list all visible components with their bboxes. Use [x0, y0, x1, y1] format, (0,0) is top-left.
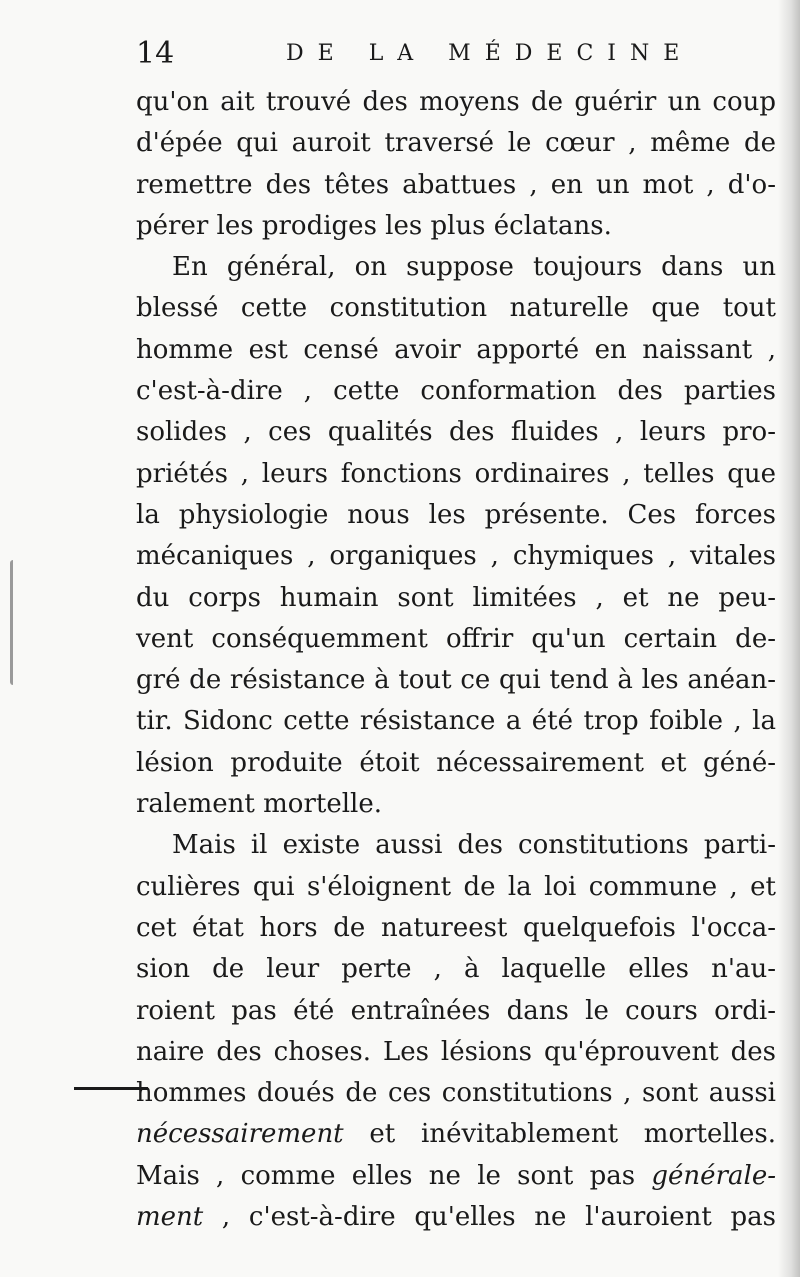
text-line [136, 1156, 776, 1197]
text-line: naire des choses. Les lésions qu'éprouvent des [136, 1036, 776, 1067]
text-line: mécaniques , organiques , chymiques , vitales [136, 541, 776, 572]
text-line: ralement mortelle. [136, 789, 382, 820]
text-line: pérer les prodiges les plus éclatans. [136, 210, 612, 241]
text-line: roient pas été entraînées dans le cours ordi- [136, 995, 776, 1026]
italic-word: nécessairement [136, 1119, 344, 1150]
text-line: tir. Sidonc cette résistance a été trop foible , la [136, 706, 776, 737]
line-remainder: , c'est-à-dire qu'elles ne l'auroient pas [203, 1202, 776, 1233]
text-line [136, 1114, 776, 1155]
paragraph-start-line: En général, on suppose toujours dans un [172, 252, 776, 283]
page-gutter-shadow [778, 0, 800, 1277]
text-line: hommes doués de ces constitutions , sont aussi [136, 1078, 776, 1109]
text-line: du corps humain sont limitées , et ne peu- [136, 582, 776, 613]
text-line: qu'on ait trouvé des moyens de guérir un coup [136, 87, 776, 117]
text-line: d'épée qui auroit traversé le cœur , même de [136, 128, 776, 159]
text-line [136, 1197, 776, 1238]
body-text [136, 82, 776, 1238]
text-line: remettre des têtes abattues , en un mot , d'o- [136, 169, 776, 200]
running-head: DE LA MÉDECINE [286, 41, 694, 66]
page-header [136, 34, 776, 74]
text-line: c'est-à-dire , cette conformation des parties [136, 376, 776, 407]
line-lead: Mais , comme elles ne le sont pas [136, 1160, 652, 1191]
text-line: lésion produite étoit nécessairement et géné- [136, 747, 776, 778]
italic-word: générale- [651, 1160, 776, 1191]
text-line: priétés , leurs fonctions ordinaires , telles que [136, 458, 776, 489]
text-line: gré de résistance à tout ce qui tend à les anéan- [136, 665, 776, 696]
text-line: blessé cette constitution naturelle que tout [136, 293, 776, 324]
margin-pencil-bracket [10, 560, 21, 685]
paragraph-start-line: Mais il existe aussi des constitutions parti- [172, 830, 776, 861]
italic-word: ment [136, 1202, 204, 1233]
text-line: cet état hors de natureest quelquefois l'occa- [136, 912, 776, 943]
text-line: culières qui s'éloignent de la loi commune , et [136, 871, 776, 902]
text-line: homme est censé avoir apporté en naissant , [136, 334, 776, 365]
text-line: solides , ces qualités des fluides , leurs pro- [136, 417, 776, 448]
text-line: la physiologie nous les présente. Ces forces [136, 499, 776, 530]
text-line: vent conséquemment offrir qu'un certain de- [136, 623, 776, 654]
text-line: sion de leur perte , à laquelle elles n'au- [136, 954, 776, 985]
line-remainder: et inévitablement mortelles. [343, 1119, 776, 1150]
page-number: 14 [136, 36, 175, 71]
